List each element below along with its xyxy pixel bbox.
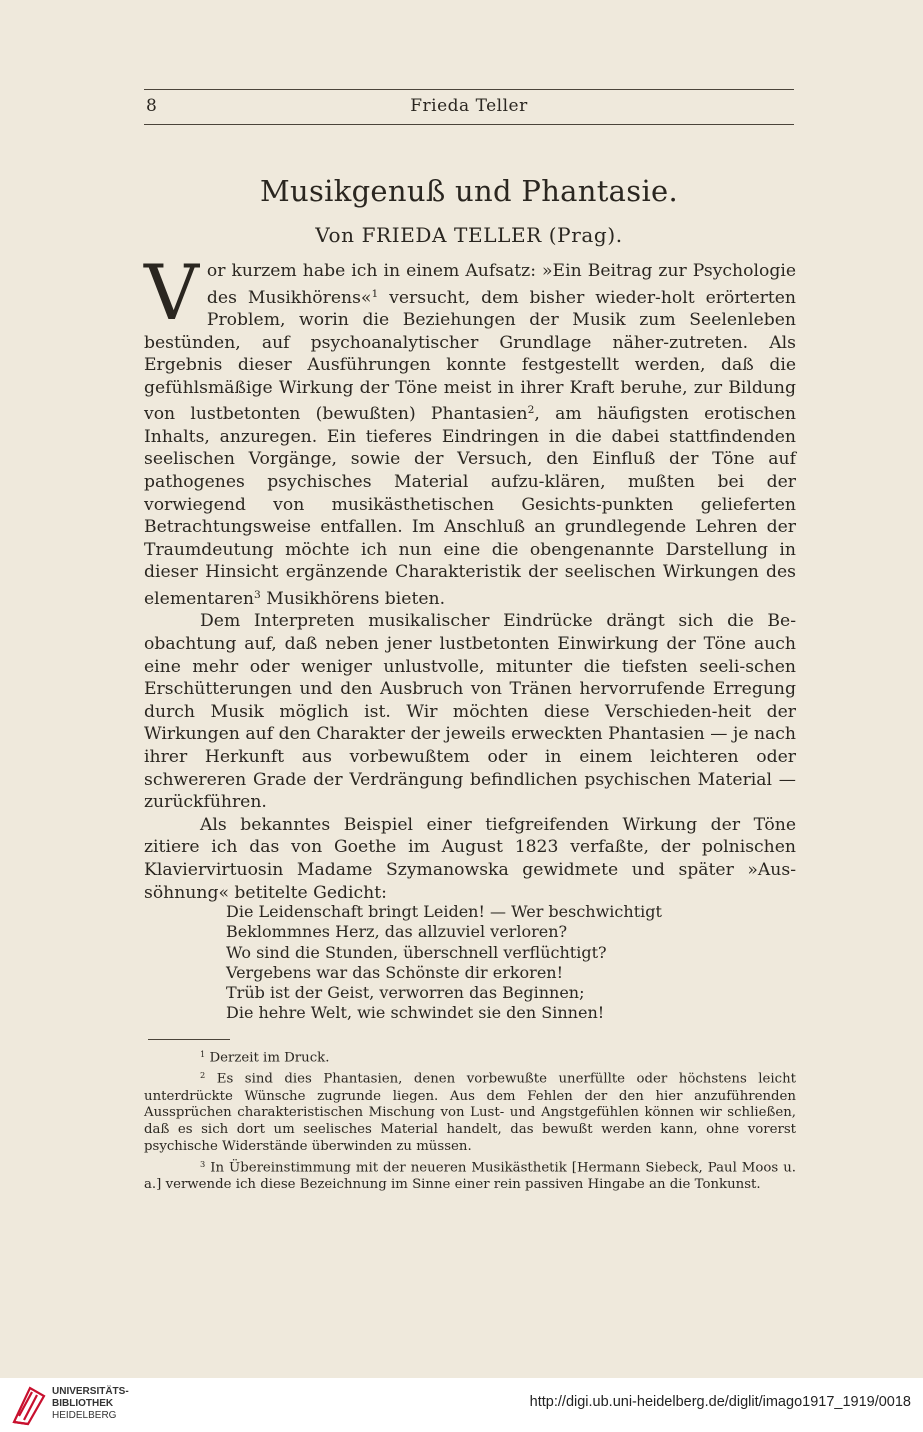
poem-line: Die hehre Welt, wie schwindet sie den Sinnen!: [226, 1003, 605, 1023]
article-body: [144, 248, 796, 904]
library-name-line: BIBLIOTHEK: [52, 1398, 114, 1409]
paragraph-1-text-d: Musikhörens bieten.: [260, 588, 446, 609]
poem-line: Trüb ist der Geist, verworren das Beginnen;: [226, 983, 585, 1003]
library-name-line: HEIDELBERG: [52, 1410, 117, 1421]
paragraph-1-text-b: versucht, dem bisher wieder-holt erörterten Problem, worin die Beziehungen der Musik zum Seelenleben bestünden, auf psychoanalytischer Grundlage näher-zutreten. Als Ergebnis dieser Ausführungen konnte festgestellt werden, daß die gefühlsmäßige Wirkung der Töne meist in ihrer Kraft beruhe, zur Bildung von lustbetonten (bewußten) Phantasien: [144, 287, 796, 425]
footnote-1: [144, 1046, 796, 1067]
poem-line: Wo sind die Stunden, überschnell verflüchtigt?: [226, 942, 607, 962]
library-logo-icon: [10, 1384, 48, 1426]
poem-line: Die Leidenschaft bringt Leiden! — Wer beschwichtigt: [226, 902, 662, 921]
running-title: Frieda Teller: [410, 96, 528, 116]
footnote-2-mark: 2: [200, 1070, 206, 1081]
header-bottom-rule: [144, 124, 794, 125]
article-byline: Von FRIEDA TELLER (Prag).: [315, 223, 623, 247]
header-top-rule: [144, 89, 794, 90]
footnote-2: [144, 1067, 796, 1156]
paragraph-3: Als bekanntes Beispiel einer tiefgreifenden Wirkung der Töne zitiere ich das von Goethe im August 1823 verfaßte, der polnischen Klaviervirtuosin Madame Szymanowska gewidmete und später »Aus-söhnung« betitelte Gedicht:: [144, 814, 796, 903]
footnote-rule: [148, 1039, 230, 1040]
paragraph-1: [144, 248, 796, 610]
paragraph-2: Dem Interpreten musikalischer Eindrücke drängt sich die Be-obachtung auf, daß neben jener lustbetonten Einwirkung der Töne auch eine mehr oder weniger unlustvolle, mitunter die tiefsten seeli-schen Erschütterungen und den Ausbruch von Tränen hervorrufende Erregung durch Musik möglich ist. Wir möchten diese Verschieden-heit der Wirkungen auf den Charakter der jeweils erweckten Phantasien — je nach ihrer Herkunft aus vorbewußtem oder in einem leichteren oder schwereren Grade der Verdrängung befindlichen psychischen Material — zurückführen.: [144, 611, 796, 813]
footnotes: [144, 1046, 796, 1194]
footnote-3-text: In Übereinstimmung mit der neueren Musikästhetik [Hermann Siebeck, Paul Moos u. a.] verwende ich diese Bezeichnung im Sinne einer rein passiven Hingabe an die Tonkunst.: [144, 1160, 796, 1193]
article-title: Musikgenuß und Phantasie.: [259, 174, 679, 208]
poem-line: Vergebens war das Schönste dir erkoren!: [226, 962, 564, 982]
viewer-footer: [0, 1378, 923, 1432]
footnote-2-text: Es sind dies Phantasien, denen vorbewußte unerfüllte oder höchstens leicht unterdrückte Wünsche zugrunde liegen. Aus dem Fehlen der den hier anzuführenden Aussprüchen charakteristischen Mischung von Lust- und Angstgefühlen können wir schließen, daß es sich dort um seelisches Material handelt, das bewußt werden kann, ohne vorerst psychische Widerstände überwinden zu müssen.: [144, 1071, 796, 1155]
footnote-1-text: Derzeit im Druck.: [205, 1050, 330, 1066]
permalink-url[interactable]: http://digi.ub.uni-heidelberg.de/diglit/imago1917_1919/0018: [529, 1394, 911, 1410]
running-head: [144, 96, 794, 120]
footnote-1-mark: 1: [200, 1049, 206, 1059]
footnote-ref-3: 3: [254, 588, 261, 602]
footnote-3-mark: 3: [200, 1158, 206, 1169]
poem-line: Beklommnes Herz, das allzuviel verloren?: [226, 922, 568, 942]
poem: [226, 902, 746, 1024]
library-name-line: UNIVERSITÄTS-: [52, 1386, 129, 1397]
page-number: 8: [146, 96, 157, 116]
footnote-ref-2: 2: [527, 403, 535, 417]
paragraph-1-text-a: or kurzem habe ich in einem Aufsatz: »Ein Beitrag zur Psychologie des Musikhörens«: [206, 261, 796, 308]
drop-cap: V: [144, 248, 199, 337]
library-name: [52, 1386, 129, 1422]
footnote-3: [144, 1156, 796, 1194]
footnote-ref-1: 1: [371, 286, 379, 300]
paragraph-1-text-c: , am häufigsten erotischen Inhalts, anzuregen. Ein tieferes Eindringen in die dabei stattfindenden seelischen Vorgänge, sowie der Versuch, den Einfluß der Töne auf pathogenes psychisches Material aufzu-klären, mußten bei der vorwiegend von musikästhetischen Gesichts-punkten gelieferten Betrachtungsweise entfallen. Im Anschluß an grundlegende Lehren der Traumdeutung möchte ich nun eine die obengenannte Darstellung in dieser Hinsicht ergänzende Charakteristik der seelischen Wirkungen des elementaren: [144, 404, 796, 609]
